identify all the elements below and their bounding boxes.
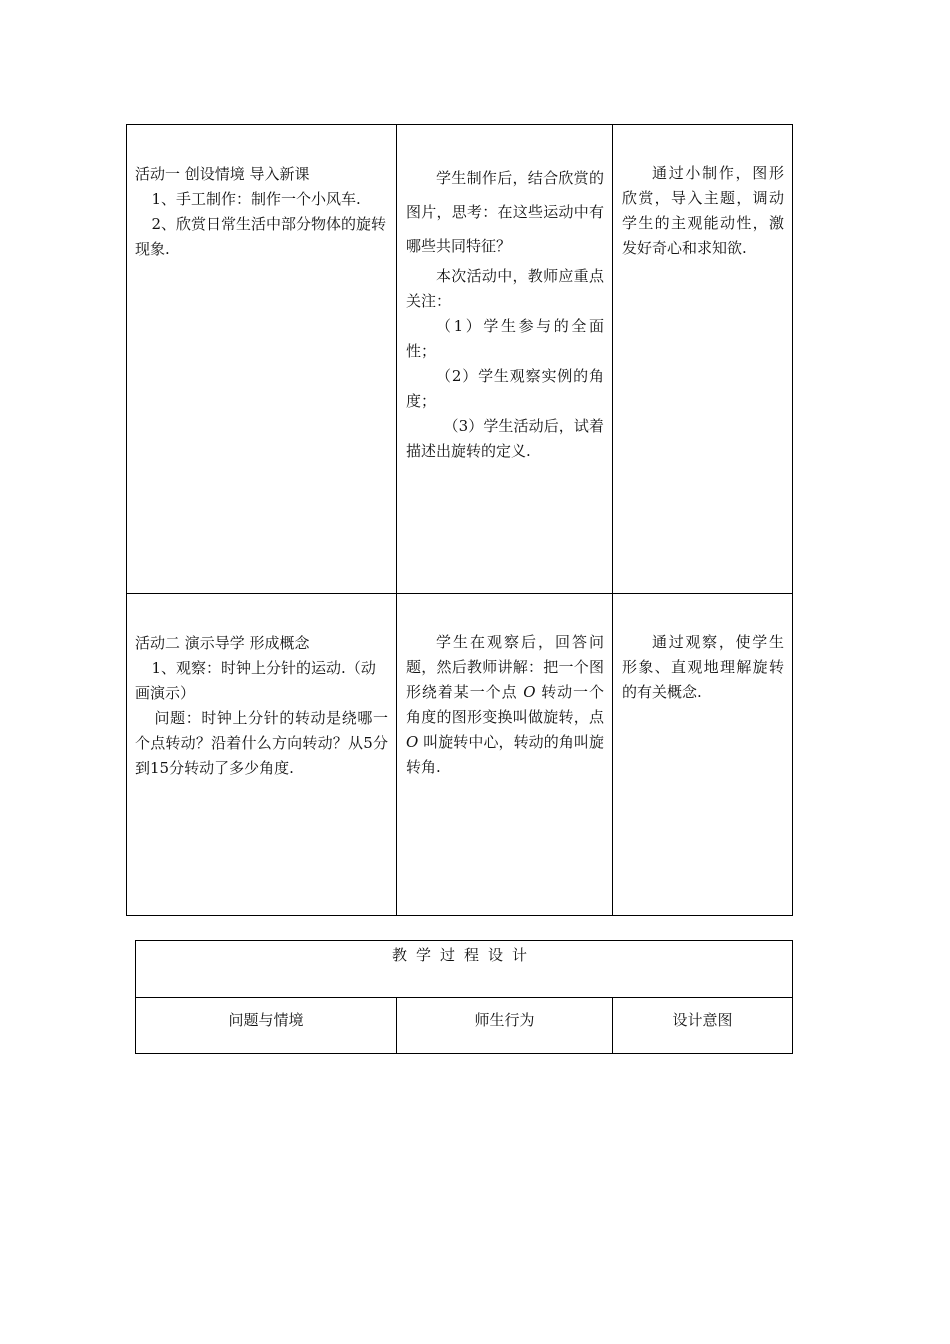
table-row — [127, 125, 793, 594]
explanation-text: 叫旋转中心，转动的角叫旋转角. — [406, 733, 604, 776]
design-intent: 通过观察，使学生形象、直观地理解旋转的有关概念. — [622, 633, 784, 701]
activity-item: 1、手工制作：制作一个小风车. — [151, 190, 361, 208]
design-title: 教学过程设计 — [136, 941, 793, 998]
design-header-table — [135, 940, 793, 1054]
activity-item: 2、欣赏日常生活中部分物体的旋转现象. — [135, 215, 387, 258]
lesson-process-table — [126, 124, 793, 916]
explanation-text: 转动一个角度的图形变换叫做旋转，点 — [406, 683, 604, 726]
table-row — [136, 941, 793, 998]
intent-cell — [613, 594, 793, 916]
behavior-explanation — [406, 630, 604, 780]
behavior-cell — [397, 125, 613, 594]
point-label: O — [523, 683, 536, 701]
point-label: O — [406, 733, 419, 751]
intent-cell — [613, 125, 793, 594]
focus-point: （3）学生活动后，试着描述出旋转的定义. — [406, 417, 604, 460]
activity-title: 活动一 创设情境 导入新课 — [135, 165, 310, 183]
column-header: 设计意图 — [613, 998, 793, 1054]
activity-item: 1、观察：时钟上分针的运动.（动画演示） — [135, 659, 376, 702]
behavior-cell — [397, 594, 613, 916]
focus-point: （2）学生观察实例的角度； — [406, 367, 604, 410]
explanation-text: 学生在观察后，回答问题，然后教师讲解：把一个图形绕着某一个点 — [406, 633, 604, 701]
focus-point: （1）学生参与的全面性； — [406, 317, 604, 360]
design-intent: 通过小制作，图形欣赏，导入主题，调动学生的主观能动性，激发好奇心和求知欲. — [622, 164, 784, 257]
problem-cell — [127, 125, 397, 594]
activity-title: 活动二 演示导学 形成概念 — [135, 634, 310, 652]
column-header: 问题与情境 — [136, 998, 397, 1054]
activity-question: 问题：时钟上分针的转动是绕哪一个点转动？沿着什么方向转动？从5分到15分转动了多少角度. — [135, 709, 388, 777]
problem-cell — [127, 594, 397, 916]
column-header: 师生行为 — [397, 998, 613, 1054]
table-row — [127, 594, 793, 916]
behavior-intro: 学生制作后，结合欣赏的图片，思考：在这些运动中有哪些共同特征？ — [406, 169, 604, 255]
behavior-focus: 本次活动中，教师应重点关注： — [406, 267, 604, 310]
table-row — [136, 998, 793, 1054]
